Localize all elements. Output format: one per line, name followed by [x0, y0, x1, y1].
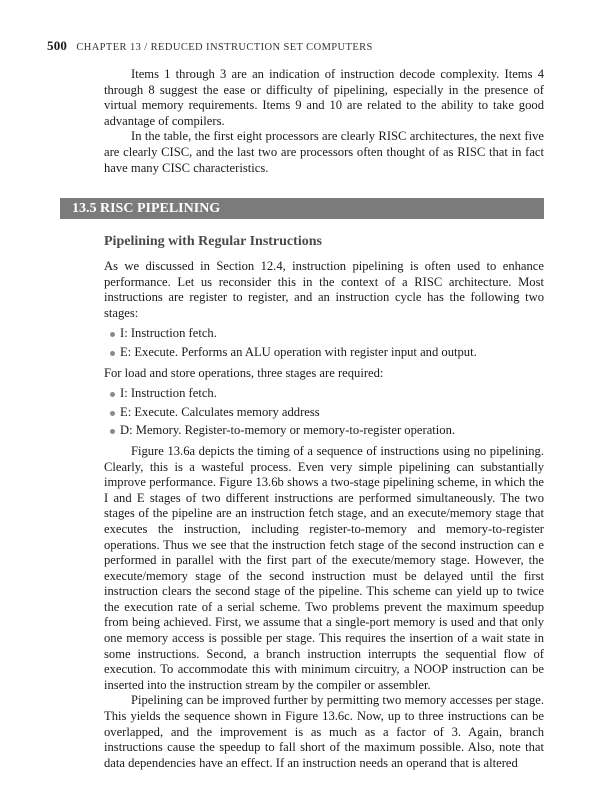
list-item: I: Instruction fetch. — [104, 386, 544, 402]
section-heading: 13.5 RISC PIPELINING — [60, 198, 544, 219]
section-paragraph-3: Figure 13.6a depicts the timing of a sequence of instructions using no pipelining. Clearly, this is a wasteful process. Even very simple pipelining can substantially improve performance. Figure 13.6b shows a two-stage pipelining scheme, in which the I and E stages of two different instructions are performed simultaneously. The two stages of the pipeline are an instruction fetch stage, and an execute/memory stage that executes the instruction, including register-to-memory and memory-to-register operations. Thus we see that the instruction fetch stage of the second instruction can e performed in parallel with the first part of the execute/memory stage. However, the execute/memory stage of the second instruction must be delayed until the first instruction clears the second stage of the pipeline. This scheme can yield up to twice the execution rate of a serial scheme. Two problems prevent the maximum speedup from being achieved. First, we assume that a single-port memory is used and that only one memory access is possible per stage. This requires the insertion of a wait state in some instructions. Second, a branch instruction interrupts the sequential flow of execution. To accommodate this with minimum circuitry, a NOOP instruction can be inserted into the instruction stream by the compiler or assembler. — [104, 443, 544, 692]
intro-paragraph-2: In the table, the first eight processors are clearly RISC architectures, the next five are clearly CISC, and the last two are processors often thought of as RISC that in fact have many CISC characteristics. — [104, 129, 544, 175]
page-number: 500 — [47, 38, 68, 53]
running-head — [47, 38, 557, 54]
subsection-heading: Pipelining with Regular Instructions — [104, 234, 322, 249]
section-paragraph-2: For load and store operations, three stages are required: — [104, 365, 384, 380]
list-item: D: Memory. Register-to-memory or memory-to-register operation. — [104, 423, 544, 439]
section-paragraph-1: As we discussed in Section 12.4, instruction pipelining is often used to enhance performance. Let us reconsider this in the context of a RISC architecture. Most instructions are register to register, and an instruction cycle has the following two stages: — [104, 259, 544, 320]
list-item: I: Instruction fetch. — [104, 326, 544, 342]
intro-text — [104, 67, 544, 176]
list-item: E: Execute. Calculates memory address — [104, 405, 544, 421]
list-item: E: Execute. Performs an ALU operation with register input and output. — [104, 345, 544, 361]
chapter-title: CHAPTER 13 / REDUCED INSTRUCTION SET COMPUTERS — [76, 42, 373, 53]
intro-paragraph-1: Items 1 through 3 are an indication of instruction decode complexity. Items 4 through 8 suggest the ease or difficulty of pipelining, especially in the presence of virtual memory requirements. Items 9 and 10 are related to the ability to take good advantage of compilers. — [104, 67, 544, 128]
section-body — [104, 259, 544, 771]
two-stage-list — [104, 326, 544, 360]
three-stage-list — [104, 386, 544, 439]
section-paragraph-4: Pipelining can be improved further by permitting two memory accesses per stage. This yields the sequence shown in Figure 13.6c. Now, up to three instructions can be overlapped, and the improvement is as much as a factor of 3. Again, branch instructions cause the speedup to fall short of the maximum possible. Also, note that data dependencies have an effect. If an instruction needs an operand that is altered — [104, 693, 544, 770]
